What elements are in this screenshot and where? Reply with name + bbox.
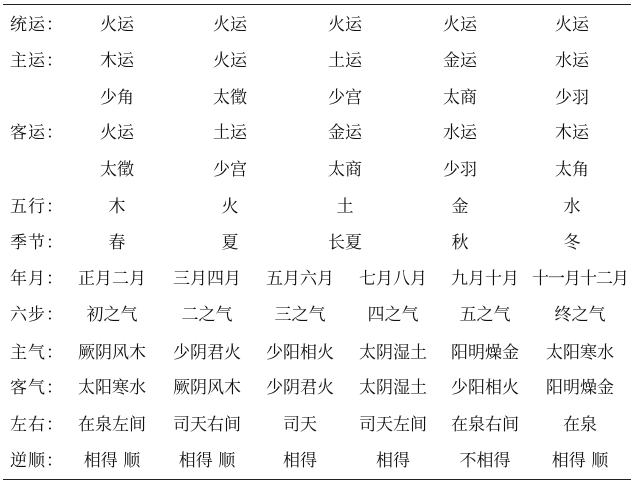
table-row <box>0 407 635 443</box>
table-row <box>0 43 635 79</box>
table-cell: 火运 <box>213 51 247 71</box>
table-cell: 太阴湿土 <box>359 343 427 363</box>
table-cell: 春 <box>108 233 126 253</box>
table-cell: 二之气 <box>181 305 233 325</box>
table-row <box>0 152 635 188</box>
table-row <box>0 443 635 479</box>
table-row <box>0 261 635 297</box>
table-cell: 相得 顺 <box>551 451 609 471</box>
table-cell: 火运 <box>443 15 477 35</box>
table-cell: 太商 <box>328 160 362 180</box>
table-cell: 少阳相火 <box>451 378 519 398</box>
table-row <box>0 80 635 116</box>
table-cell: 金运 <box>443 51 477 71</box>
table-row <box>0 370 635 406</box>
table-cell: 十一月十二月 <box>532 269 628 289</box>
table-cell: 少宫 <box>213 160 247 180</box>
table-cell: 相得 顺 <box>83 451 141 471</box>
table-cell: 冬 <box>563 233 581 253</box>
table-cell: 木运 <box>100 51 134 71</box>
table-cell: 四之气 <box>367 305 419 325</box>
table-cell: 火运 <box>213 15 247 35</box>
top-rule <box>3 4 631 5</box>
table-cell: 太阳寒水 <box>546 343 614 363</box>
row-label: 主运： <box>10 51 64 71</box>
table-cell: 水运 <box>555 51 589 71</box>
table-cell: 水运 <box>443 123 477 143</box>
table-cell: 少宫 <box>328 88 362 108</box>
table-cell: 太角 <box>555 160 589 180</box>
table-cell: 木运 <box>555 123 589 143</box>
table-cell: 七月八月 <box>359 269 427 289</box>
table-cell: 土 <box>336 197 354 217</box>
table-cell: 相得 <box>283 451 317 471</box>
table-cell: 阳明燥金 <box>451 343 519 363</box>
table-cell: 正月二月 <box>78 269 146 289</box>
table-cell: 少羽 <box>443 160 477 180</box>
table-cell: 火运 <box>100 15 134 35</box>
table-cell: 阳明燥金 <box>546 378 614 398</box>
table-cell: 火运 <box>328 15 362 35</box>
table-cell: 太徵 <box>100 160 134 180</box>
table-cell: 五月六月 <box>266 269 334 289</box>
table-cell: 太阴湿土 <box>359 378 427 398</box>
table-cell: 水 <box>563 197 581 217</box>
table-cell: 三月四月 <box>173 269 241 289</box>
table-cell: 九月十月 <box>451 269 519 289</box>
row-label: 主气： <box>10 343 64 363</box>
table-cell: 司天左间 <box>359 415 427 435</box>
table-cell: 金 <box>451 197 469 217</box>
table-cell: 太商 <box>443 88 477 108</box>
table-cell: 太徵 <box>213 88 247 108</box>
row-label: 客气： <box>10 378 64 398</box>
table-cell: 少阴君火 <box>173 343 241 363</box>
table-cell: 厥阴风木 <box>173 378 241 398</box>
row-label: 统运： <box>10 15 64 35</box>
table-row <box>0 225 635 261</box>
table-cell: 相得 <box>376 451 410 471</box>
table-cell: 少阳相火 <box>266 343 334 363</box>
table-cell: 金运 <box>328 123 362 143</box>
table-cell: 少羽 <box>555 88 589 108</box>
table-cell: 太阳寒水 <box>78 378 146 398</box>
table-row <box>0 115 635 151</box>
table-cell: 终之气 <box>554 305 606 325</box>
table-cell: 少角 <box>100 88 134 108</box>
table-cell: 土运 <box>328 51 362 71</box>
table-cell: 三之气 <box>274 305 326 325</box>
table-cell: 在泉右间 <box>451 415 519 435</box>
table-cell: 火运 <box>555 15 589 35</box>
row-label: 客运： <box>10 123 64 143</box>
table-cell: 在泉左间 <box>78 415 146 435</box>
row-label: 左右： <box>10 415 64 435</box>
table-row <box>0 297 635 333</box>
table-cell: 司天 <box>283 415 317 435</box>
table-cell: 秋 <box>451 233 469 253</box>
row-label: 六步： <box>10 305 64 325</box>
table-cell: 长夏 <box>328 233 362 253</box>
table-row <box>0 189 635 225</box>
row-label: 季节： <box>10 233 64 253</box>
row-label: 逆顺： <box>10 451 64 471</box>
table-cell: 相得 顺 <box>178 451 236 471</box>
table-row <box>0 7 635 43</box>
table-cell: 少阴君火 <box>266 378 334 398</box>
table-cell: 火 <box>221 197 239 217</box>
row-label: 年月： <box>10 269 64 289</box>
table-cell: 厥阴风木 <box>78 343 146 363</box>
table-cell: 不相得 <box>459 451 511 471</box>
row-label: 五行： <box>10 197 64 217</box>
table-cell: 在泉 <box>563 415 597 435</box>
table-cell: 土运 <box>213 123 247 143</box>
table-cell: 五之气 <box>459 305 511 325</box>
bottom-rule <box>3 479 631 480</box>
table-cell: 初之气 <box>86 305 138 325</box>
table-cell: 夏 <box>221 233 239 253</box>
table-cell: 木 <box>108 197 126 217</box>
table-cell: 司天右间 <box>173 415 241 435</box>
table-row <box>0 335 635 371</box>
table-cell: 火运 <box>100 123 134 143</box>
